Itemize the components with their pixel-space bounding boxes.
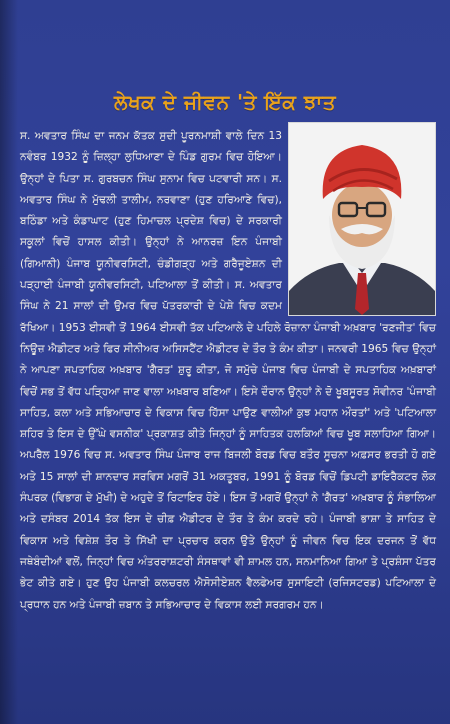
biography-paragraph: ਸ. ਅਵਤਾਰ ਸਿੰਘ ਦਾ ਜਨਮ ਕੱਤਕ ਸੁਦੀ ਪੂਰਨਮਾਸ਼ੀ ਵਾਲੇ ਦਿਨ 13 ਨਵੰਬਰ 1932 ਨੂੰ ਜ਼ਿਲ੍ਹਾ ਲੁਧਿਆਣਾ ਦੇ ਪਿੰਡ ਗੁਰਮ ਵਿਚ ਹੋਇਆ। ਉਨ੍ਹਾਂ ਦੇ ਪਿਤਾ ਸ. ਗੁਰਬਚਨ ਸਿੰਘ ਸੁਨਾਮ ਵਿਚ ਪਟਵਾਰੀ ਸਨ। ਸ. ਅਵਤਾਰ ਸਿੰਘ ਨੇ ਮੁੱਢਲੀ ਤਾਲੀਮ, ਨਰਵਾਣਾ (ਹੁਣ ਹਰਿਆਣੇ ਵਿਚ), ਬਠਿੰਡਾ ਅਤੇ ਕੰਡਾਘਾਟ (ਹੁਣ ਹਿਮਾਚਲ ਪ੍ਰਦੇਸ਼ ਵਿਚ) ਦੇ ਸਰਕਾਰੀ ਸਕੂਲਾਂ ਵਿਚੋਂ ਹਾਸਲ ਕੀਤੀ। ਉਨ੍ਹਾਂ ਨੇ ਆਨਰਜ਼ ਇਨ ਪੰਜਾਬੀ (ਗਿਆਨੀ) ਪੰਜਾਬ ਯੂਨੀਵਰਸਿਟੀ, ਚੰਡੀਗੜ੍ਹ ਅਤੇ ਗਰੈਜੂਏਸ਼ਨ ਦੀ ਪੜ੍ਹਾਈ ਪੰਜਾਬੀ ਯੂਨੀਵਰਸਿਟੀ, ਪਟਿਆਲਾ ਤੋਂ ਕੀਤੀ। ਸ. ਅਵਤਾਰ ਸਿੰਘ ਨੇ 21 ਸਾਲਾਂ ਦੀ ਉਮਰ ਵਿਚ ਪੱਤਰਕਾਰੀ ਦੇ ਪੇਸ਼ੇ ਵਿਚ ਕਦਮ ਰੱਖਿਆ। 1953 ਈਸਵੀ ਤੋਂ 1964 ਈਸਵੀ ਤੱਕ ਪਟਿਆਲੇ ਦੇ ਪਹਿਲੇ ਰੋਜ਼ਾਨਾ ਪੰਜਾਬੀ ਅਖ਼ਬਾਰ 'ਰਣਜੀਤ' ਵਿਚ ਨਿਊਜ਼ ਐਡੀਟਰ ਅਤੇ ਫਿਰ ਸੀਨੀਅਰ ਅਸਿਸਟੈਂਟ ਐਡੀਟਰ ਦੇ ਤੌਰ ਤੇ ਕੰਮ ਕੀਤਾ। ਜਨਵਰੀ 1965 ਵਿਚ ਉਨ੍ਹਾਂ ਨੇ ਆਪਣਾ ਸਪਤਾਹਿਕ ਅਖ਼ਬਾਰ 'ਗੈਰਤ' ਸ਼ੁਰੂ ਕੀਤਾ, ਜੋ ਸਮੁੱਚੇ ਪੰਜਾਬ ਵਿਚ ਪੰਜਾਬੀ ਦੇ ਸਪਤਾਹਿਕ ਅਖ਼ਬਾਰਾਂ ਵਿਚੋਂ ਸਭ ਤੋਂ ਵੱਧ ਪੜ੍ਹਿਆ ਜਾਣ ਵਾਲਾ ਅਖ਼ਬਾਰ ਬਣਿਆ। ਇਸੇ ਦੌਰਾਨ ਉਨ੍ਹਾਂ ਨੇ ਦੋ ਖੂਬਸੂਰਤ ਸੋਵੀਨਰ 'ਪੰਜਾਬੀ ਸਾਹਿਤ, ਕਲਾ ਅਤੇ ਸਭਿਆਚਾਰ ਦੇ ਵਿਕਾਸ ਵਿਚ ਹਿੱਸਾ ਪਾਉਣ ਵਾਲੀਆਂ ਕੁਝ ਮਹਾਨ ਔਰਤਾਂ' ਅਤੇ 'ਪਟਿਆਲਾ ਸ਼ਹਿਰ ਤੇ ਇਸ ਦੇ ਉੱਘੇ ਵਸਨੀਕ' ਪ੍ਰਕਾਸ਼ਤ ਕੀਤੇ ਜਿਨ੍ਹਾਂ ਨੂੰ ਸਾਹਿਤਕ ਹਲਕਿਆਂ ਵਿਚ ਖੂਬ ਸਲਾਹਿਆ ਗਿਆ। ਅਪਰੈਲ 1976 ਵਿਚ ਸ. ਅਵਤਾਰ ਸਿੰਘ ਪੰਜਾਬ ਰਾਜ ਬਿਜਲੀ ਬੋਰਡ ਵਿਚ ਬਤੌਰ ਸੂਚਨਾ ਅਫ਼ਸਰ ਭਰਤੀ ਹੋ ਗਏ ਅਤੇ 15 ਸਾਲਾਂ ਦੀ ਸ਼ਾਨਦਾਰ ਸਰਵਿਸ ਮਗਰੋਂ 31 ਅਕਤੂਬਰ, 1991 ਨੂੰ ਬੋਰਡ ਵਿਚੋਂ ਡਿਪਟੀ ਡਾਇਰੈਕਟਰ ਲੋਕ ਸੰਪਰਕ (ਵਿਭਾਗ ਦੇ ਮੁੱਖੀ) ਦੇ ਅਹੁਦੇ ਤੋਂ ਰਿਟਾਇਰ ਹੋਏ। ਇਸ ਤੋਂ ਮਗਰੋਂ ਉਨ੍ਹਾਂ ਨੇ 'ਗੈਰਤ' ਅਖ਼ਬਾਰ ਨੂੰ ਸੰਭਾਲਿਆ ਅਤੇ ਦਸੰਬਰ 2014 ਤੱਕ ਇਸ ਦੇ ਚੀਫ਼ ਐਡੀਟਰ ਦੇ ਤੌਰ ਤੇ ਕੰਮ ਕਰਦੇ ਰਹੇ। ਪੰਜਾਬੀ ਭਾਸ਼ਾ ਤੇ ਸਾਹਿਤ ਦੇ ਵਿਕਾਸ ਅਤੇ ਵਿਸ਼ੇਸ਼ ਤੌਰ ਤੇ ਸਿੱਖੀ ਦਾ ਪ੍ਰਚਾਰ ਕਰਨ ਉਤੇ ਉਨ੍ਹਾਂ ਨੂੰ ਜੀਵਨ ਵਿਚ ਇਕ ਦਰਜਨ ਤੋਂ ਵੱਧ ਜਥੇਬੰਦੀਆਂ ਵਲੋਂ, ਜਿਨ੍ਹਾਂ ਵਿਚ ਅੰਤਰਰਾਸ਼ਟਰੀ ਸੰਸਥਾਵਾਂ ਵੀ ਸ਼ਾਮਲ ਹਨ, ਸਨਮਾਨਿਆ ਗਿਆ ਤੇ ਪ੍ਰਸ਼ੰਸਾ ਪੱਤਰ ਭੇਟ ਕੀਤੇ ਗਏ। ਹੁਣ ਉਹ ਪੰਜਾਬੀ ਕਲਚਰਲ ਐਸੋਸੀਏਸ਼ਨ ਵੈਲਫੇਅਰ ਸੁਸਾਇਟੀ (ਰਜਿਸਟਰਡ) ਪਟਿਆਲਾ ਦੇ ਪ੍ਰਧਾਨ ਹਨ ਅਤੇ ਪੰਜਾਬੀ ਜ਼ਬਾਨ ਤੇ ਸਭਿਆਚਾਰ ਦੇ ਵਿਕਾਸ ਲਈ ਸਰਗਰਮ ਹਨ।	[20, 130, 436, 611]
section-heading: ਲੇਖਕ ਦੇ ਜੀਵਨ 'ਤੇ ਇੱਕ ਝਾਤ	[113, 90, 337, 114]
photo-wrap-spacer	[282, 126, 436, 312]
biography-text-block	[20, 126, 436, 616]
